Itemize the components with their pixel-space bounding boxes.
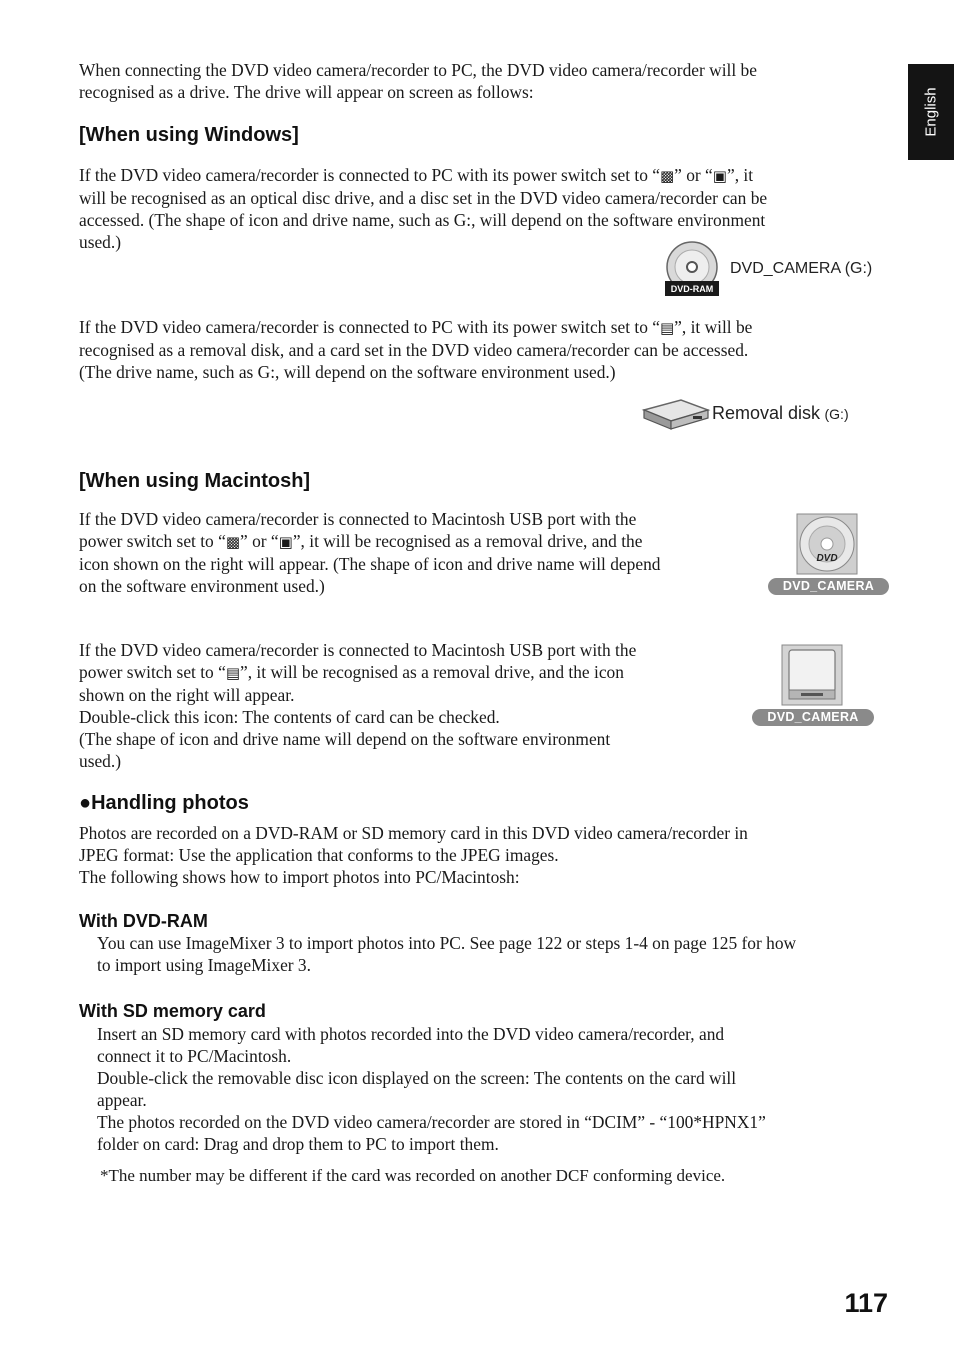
mac-card-drive-icon[interactable] <box>781 644 843 706</box>
mac-paragraph-2 <box>79 639 636 772</box>
windows-paragraph-1 <box>79 164 767 253</box>
windows-heading: [When using Windows] <box>79 124 299 146</box>
sd-line: connect it to PC/Macintosh. <box>97 1046 292 1066</box>
text: power switch set to “ <box>79 662 226 682</box>
dvdram-line: to import using ImageMixer 3. <box>97 955 311 975</box>
sd-line: Double-click the removable disc icon displayed on the screen: The contents on the card will <box>97 1068 737 1088</box>
intro-line: recognised as a drive. The drive will appear on screen as follows: <box>79 82 534 102</box>
movie-camera-icon: ▩ <box>659 167 675 185</box>
footnote: *The number may be different if the card was recorded on another DCF conforming device. <box>100 1166 726 1185</box>
sd-line: The photos recorded on the DVD video camera/recorder are stored in “DCIM” - “100*HPNX1” <box>97 1112 766 1132</box>
intro-paragraph <box>79 59 757 103</box>
photos-heading <box>79 792 249 815</box>
dvd-ram-badge: DVD-RAM <box>670 284 714 294</box>
windows-p2-line1 <box>79 316 752 339</box>
text: If the DVD video camera/recorder is connected to PC with its power switch set to “ <box>79 165 660 185</box>
still-camera-icon: ▣ <box>278 533 293 551</box>
mac-p2-line: (The shape of icon and drive name will depend on the software environment <box>79 729 611 749</box>
mac-dvd-disc-text: DVD <box>816 553 838 564</box>
sd-line: folder on card: Drag and drop them to PC to import them. <box>97 1134 499 1154</box>
card-mode-icon: ▤ <box>225 664 241 682</box>
movie-camera-icon: ▩ <box>225 533 241 551</box>
windows-paragraph-2 <box>79 316 752 383</box>
windows-p1-line: used.) <box>79 232 122 252</box>
sd-line: appear. <box>97 1090 147 1110</box>
still-camera-icon: ▣ <box>712 167 727 185</box>
mac-p1-line: If the DVD video camera/recorder is connected to Macintosh USB port with the <box>79 509 637 529</box>
removal-disk-label: Removal disk <box>712 403 821 423</box>
windows-p1-line: will be recognised as an optical disc drive, and a disc set in the DVD video camera/recorder can be <box>79 188 768 208</box>
mac-p2-line2 <box>79 661 636 684</box>
dvdram-line: You can use ImageMixer 3 to import photos into PC. See page 122 or steps 1-4 on page 125 for how <box>97 933 797 953</box>
mac-p2-line: used.) <box>79 751 122 771</box>
windows-p2-line: (The drive name, such as G:, will depend on the software environment used.) <box>79 362 616 382</box>
mac-dvd-label: DVD_CAMERA <box>768 578 889 595</box>
sd-heading: With SD memory card <box>79 1001 266 1021</box>
text: ”, it will be <box>674 317 753 337</box>
bullet-icon: ● <box>79 792 92 814</box>
language-label: English <box>922 87 940 137</box>
mac-p2-line: shown on the right will appear. <box>79 685 295 705</box>
text: ”, it will be recognised as a removal drive, and the <box>292 531 643 551</box>
sd-paragraph <box>97 1023 766 1155</box>
photos-line: Photos are recorded on a DVD-RAM or SD memory card in this DVD video camera/recorder in <box>79 823 748 843</box>
mac-dvd-disc-icon[interactable] <box>796 513 858 575</box>
photos-line: JPEG format: Use the application that conforms to the JPEG images. <box>79 845 559 865</box>
dvdram-heading: With DVD-RAM <box>79 911 208 931</box>
mac-p2-line: If the DVD video camera/recorder is connected to Macintosh USB port with the <box>79 640 637 660</box>
text: ”, it <box>726 165 754 185</box>
mac-p1-line: icon shown on the right will appear. (The shape of icon and drive name will depend <box>79 554 661 574</box>
photos-line: The following shows how to import photos into PC/Macintosh: <box>79 867 520 887</box>
removable-disk-icon[interactable] <box>641 396 711 434</box>
sd-line: Insert an SD memory card with photos recorded into the DVD video camera/recorder, and <box>97 1024 725 1044</box>
photos-heading-text: Handling photos <box>91 792 249 814</box>
mac-p1-line: on the software environment used.) <box>79 576 325 596</box>
mac-paragraph-1 <box>79 508 660 597</box>
windows-p1-line: accessed. (The shape of icon and drive name, such as G:, will depend on the software environment <box>79 210 766 230</box>
mac-heading: [When using Macintosh] <box>79 470 311 492</box>
windows-p2-line: recognised as a removal disk, and a card set in the DVD video camera/recorder can be accessed. <box>79 340 749 360</box>
windows-p1-line1 <box>79 164 767 187</box>
removal-disk-label-group <box>712 403 849 424</box>
text: If the DVD video camera/recorder is connected to PC with its power switch set to “ <box>79 317 660 337</box>
removal-disk-drive: (G:) <box>824 406 849 422</box>
mac-p1-line2 <box>79 530 660 553</box>
text: ” or “ <box>240 531 279 551</box>
text: power switch set to “ <box>79 531 226 551</box>
page-number: 117 <box>844 1288 888 1318</box>
dvd-ram-disc-icon[interactable] <box>664 241 720 297</box>
card-mode-icon: ▤ <box>659 319 675 337</box>
dvd-drive-label: DVD_CAMERA (G:) <box>730 260 873 277</box>
mac-card-label: DVD_CAMERA <box>752 709 874 726</box>
dvdram-paragraph <box>97 932 796 976</box>
photos-paragraph <box>79 822 748 888</box>
intro-line: When connecting the DVD video camera/recorder to PC, the DVD video camera/recorder will be <box>79 60 757 80</box>
mac-p2-line: Double-click this icon: The contents of card can be checked. <box>79 707 500 727</box>
text: ”, it will be recognised as a removal drive, and the icon <box>240 662 624 682</box>
language-tab <box>908 64 954 160</box>
text: ” or “ <box>674 165 713 185</box>
